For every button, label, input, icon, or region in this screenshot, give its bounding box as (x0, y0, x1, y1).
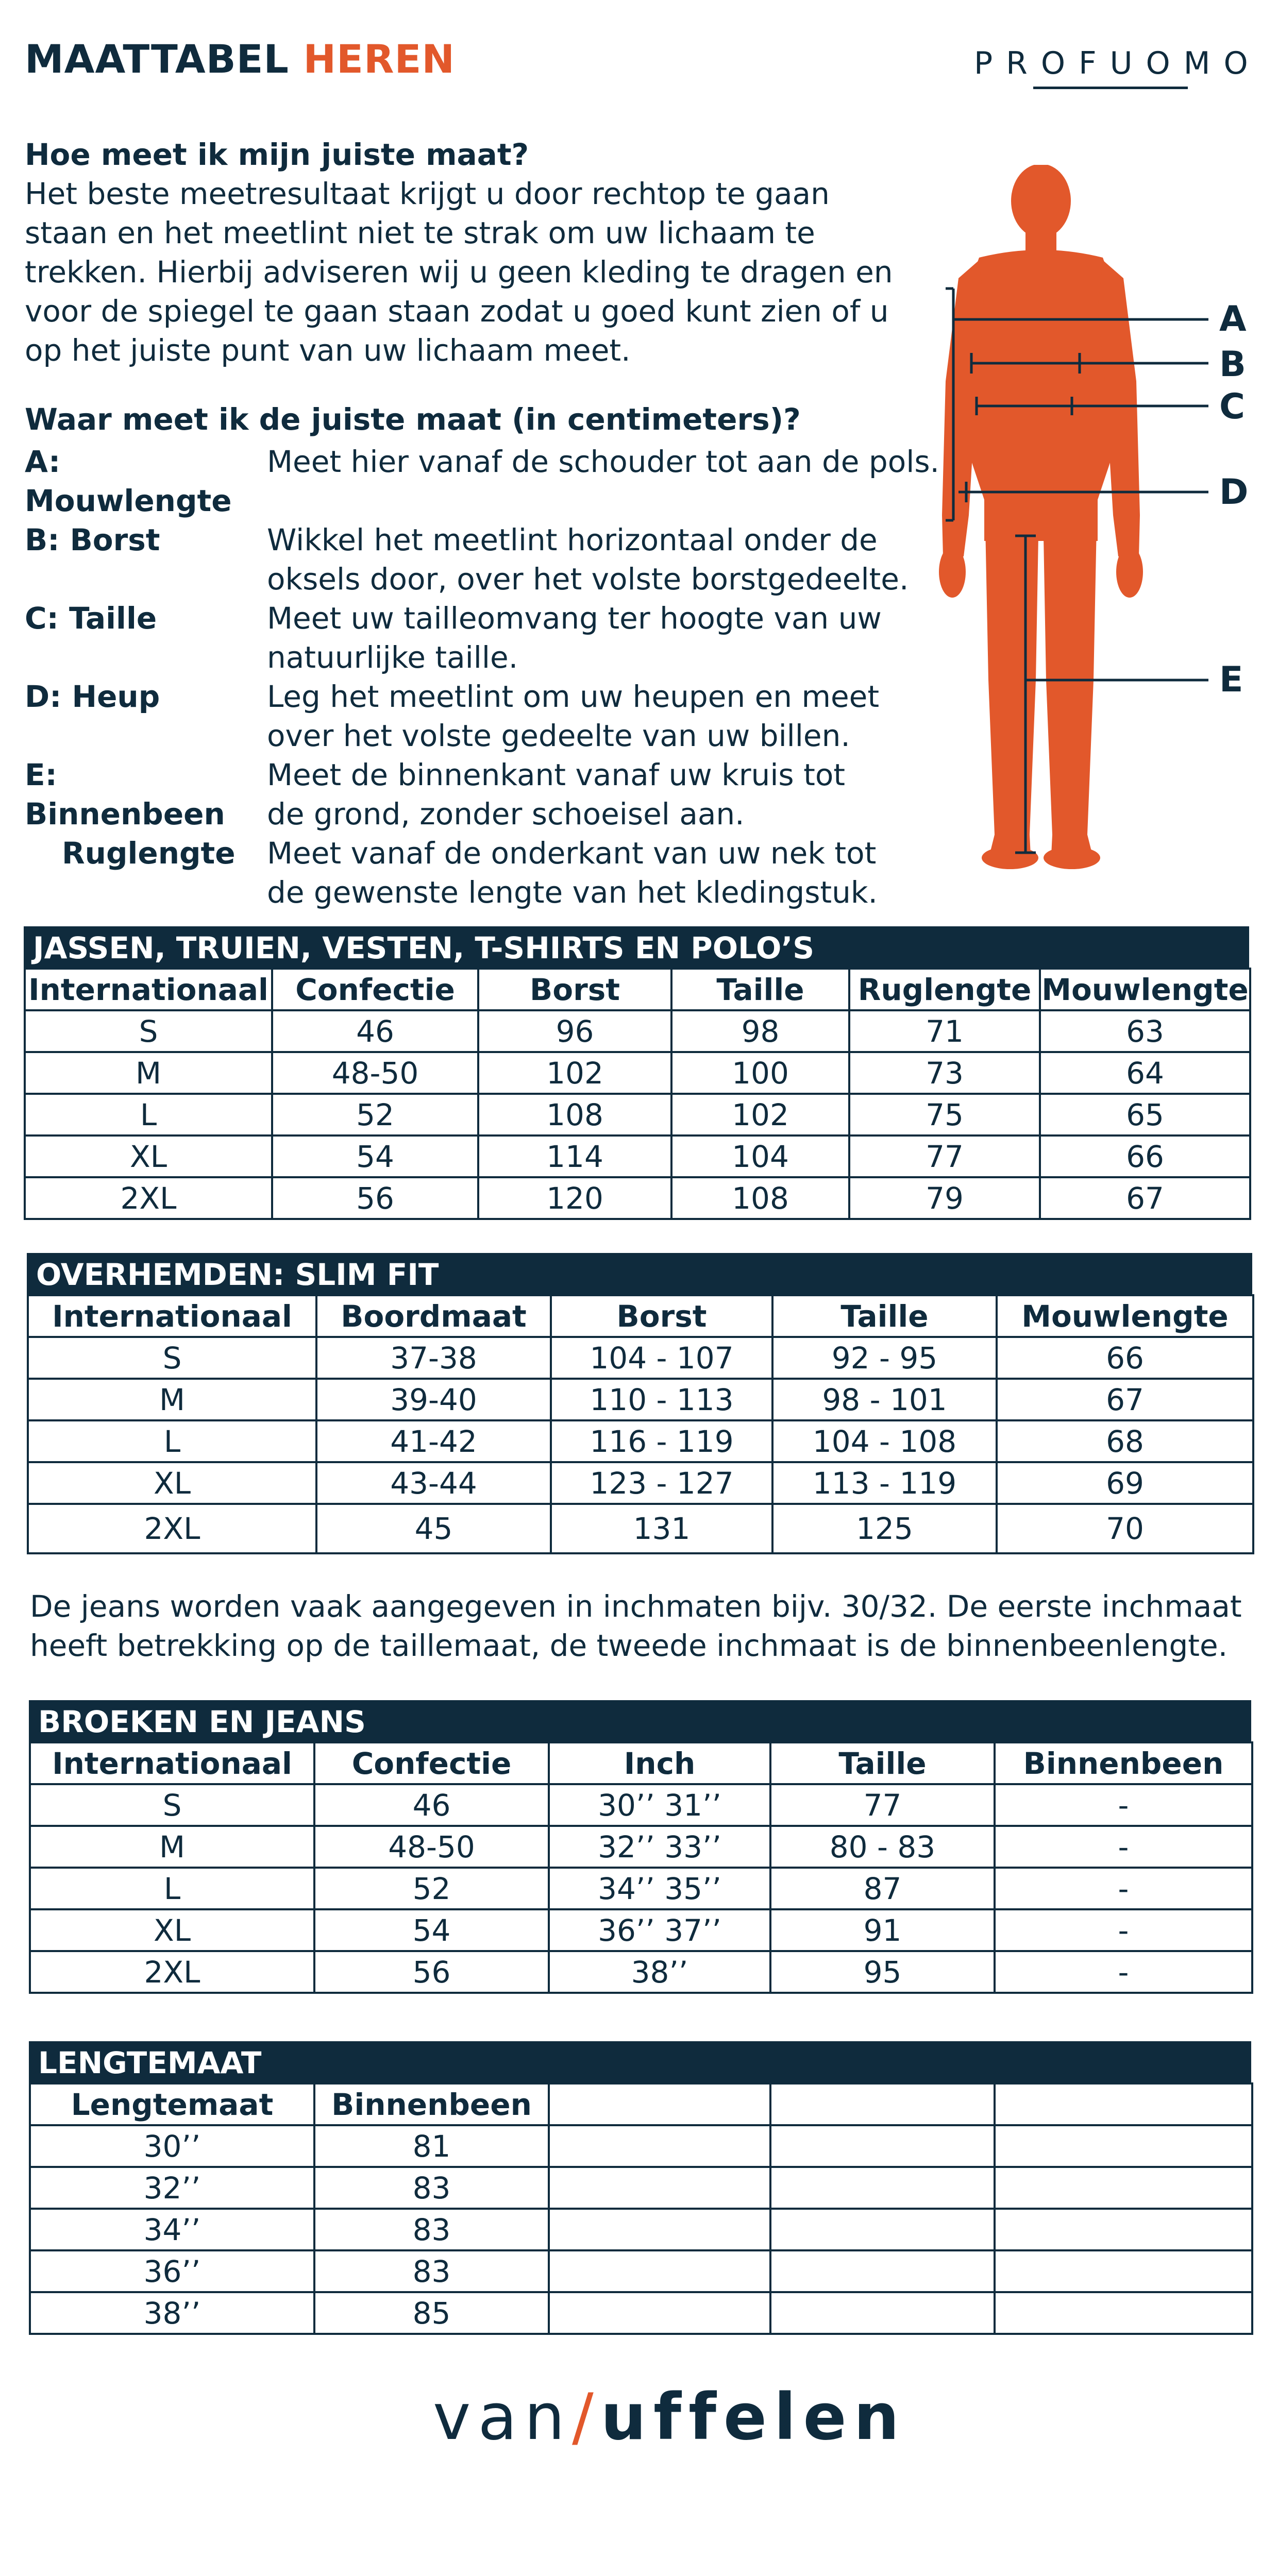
table-header-row (28, 1295, 1253, 1337)
table-cell: 73 (849, 1052, 1040, 1094)
table-cell: 102 (478, 1052, 671, 1094)
table-cell: 123 - 127 (551, 1462, 772, 1504)
label-e: E (1219, 659, 1243, 700)
table-cell: 67 (997, 1379, 1253, 1420)
table-cell: 80 - 83 (770, 1826, 995, 1868)
table-cell: 63 (1040, 1010, 1250, 1052)
table-cell: 75 (849, 1094, 1040, 1136)
table-cell: 56 (272, 1177, 478, 1219)
table-cell: - (995, 1951, 1252, 1993)
table-cell: 68 (997, 1420, 1253, 1462)
table-row (30, 1826, 1252, 1868)
table-cell: 41-42 (316, 1420, 551, 1462)
logo-underline (1033, 87, 1188, 89)
intro-section (25, 135, 932, 370)
label-c: C (1219, 386, 1245, 427)
definition-row (25, 834, 952, 912)
table-cell: 104 - 107 (551, 1337, 772, 1379)
column-header: Binnenbeen (314, 2083, 549, 2125)
table-cell: 38’’ (30, 2292, 314, 2334)
page-title (25, 36, 455, 82)
table-cell (770, 2167, 995, 2209)
table-row (30, 2167, 1252, 2209)
table-cell (995, 2292, 1252, 2334)
table-cell: - (995, 1784, 1252, 1826)
table-cell (549, 2292, 770, 2334)
table-row (30, 2292, 1252, 2334)
table-row (25, 1052, 1250, 1094)
column-header (770, 2083, 995, 2125)
table-cell: M (25, 1052, 272, 1094)
column-header: Inch (549, 1742, 770, 1784)
table-cell: 104 (671, 1136, 849, 1177)
size-table (29, 2082, 1253, 2335)
title-main: MAATTABEL (25, 36, 289, 82)
column-header: Taille (770, 1742, 995, 1784)
table-header-row (30, 2083, 1252, 2125)
table-cell: 95 (770, 1951, 995, 1993)
table-cell (549, 2167, 770, 2209)
table-row (25, 1177, 1250, 1219)
table-cell: 85 (314, 2292, 549, 2334)
definition-text: Meet uw tailleomvang ter hoogte van uw natuurlijke taille. (267, 601, 882, 675)
column-header: Lengtemaat (30, 2083, 314, 2125)
table-cell (995, 2250, 1252, 2292)
table-row (30, 1951, 1252, 1993)
table-cell: 46 (314, 1784, 549, 1826)
table-cell: XL (25, 1136, 272, 1177)
table-cell: 67 (1040, 1177, 1250, 1219)
table-cell: 83 (314, 2250, 549, 2292)
table-cell: 87 (770, 1868, 995, 1909)
column-header: Ruglengte (849, 969, 1040, 1010)
table-row (25, 1136, 1250, 1177)
table-cell: 64 (1040, 1052, 1250, 1094)
table-row (28, 1462, 1253, 1504)
table-title: LENGTEMAAT (29, 2041, 1251, 2082)
table-cell (995, 2125, 1252, 2167)
table-cell: 114 (478, 1136, 671, 1177)
table-cell: 108 (671, 1177, 849, 1219)
table-cell: 36’’ (30, 2250, 314, 2292)
column-header: Internationaal (28, 1295, 316, 1337)
table-row (30, 1784, 1252, 1826)
table-cell: 77 (770, 1784, 995, 1826)
table-cell: 79 (849, 1177, 1040, 1219)
table-cell: - (995, 1868, 1252, 1909)
table-cell: 2XL (28, 1504, 316, 1553)
definition-text: Meet vanaf de onderkant van uw nek tot de gewenste lengte van het kledingstuk. (267, 836, 878, 910)
table-row (30, 1868, 1252, 1909)
table-cell: 2XL (25, 1177, 272, 1219)
table-cell: 100 (671, 1052, 849, 1094)
van-uffelen-logo (433, 2380, 906, 2454)
table-cell: 52 (314, 1868, 549, 1909)
definition-text: Leg het meetlint om uw heupen en meet over het volste gedeelte van uw billen. (267, 679, 880, 753)
table-cell (549, 2125, 770, 2167)
definition-row (25, 755, 952, 834)
table-jassen (24, 926, 1249, 1220)
table-cell (549, 2250, 770, 2292)
table-cell: 2XL (30, 1951, 314, 1993)
logo-slash: / (571, 2380, 601, 2454)
table-cell: 34’’ 35’’ (549, 1868, 770, 1909)
table-row (28, 1379, 1253, 1420)
table-cell: 110 - 113 (551, 1379, 772, 1420)
table-cell: L (30, 1868, 314, 1909)
table-cell: 71 (849, 1010, 1040, 1052)
table-title: JASSEN, TRUIEN, VESTEN, T-SHIRTS EN POLO’S (24, 926, 1249, 968)
table-cell: 91 (770, 1909, 995, 1951)
table-cell: S (25, 1010, 272, 1052)
table-header-row (25, 969, 1250, 1010)
table-cell: 37-38 (316, 1337, 551, 1379)
table-cell: - (995, 1826, 1252, 1868)
table-cell: 77 (849, 1136, 1040, 1177)
table-title: BROEKEN EN JEANS (29, 1700, 1251, 1741)
table-cell (995, 2167, 1252, 2209)
column-header: Borst (478, 969, 671, 1010)
table-cell: 92 - 95 (772, 1337, 997, 1379)
label-b: B (1219, 344, 1246, 385)
measure-heading: Waar meet ik de juiste maat (in centimeters)? (25, 402, 801, 437)
definition-key: B: Borst (25, 522, 160, 557)
table-row (30, 1909, 1252, 1951)
size-table (29, 1741, 1253, 1994)
table-cell: 56 (314, 1951, 549, 1993)
table-cell: M (30, 1826, 314, 1868)
table-cell: L (25, 1094, 272, 1136)
table-cell: 125 (772, 1504, 997, 1553)
column-header (995, 2083, 1252, 2125)
label-a: A (1219, 299, 1247, 340)
table-cell: 45 (316, 1504, 551, 1553)
table-row (28, 1504, 1253, 1553)
column-header: Confectie (314, 1742, 549, 1784)
table-cell: 52 (272, 1094, 478, 1136)
definition-text: Meet hier vanaf de schouder tot aan de pols. (267, 444, 939, 479)
column-header: Binnenbeen (995, 1742, 1252, 1784)
table-row (28, 1337, 1253, 1379)
table-cell: 96 (478, 1010, 671, 1052)
definition-row (25, 442, 952, 520)
table-cell: 54 (272, 1136, 478, 1177)
column-header: Mouwlengte (997, 1295, 1253, 1337)
table-broeken (29, 1700, 1251, 1994)
definition-text: Wikkel het meetlint horizontaal onder de oksels door, over het volste borstgedeelte. (267, 522, 909, 597)
table-cell: 131 (551, 1504, 772, 1553)
definition-key: Ruglengte (62, 836, 236, 871)
table-cell: 65 (1040, 1094, 1250, 1136)
table-header-row (30, 1742, 1252, 1784)
column-header: Confectie (272, 969, 478, 1010)
table-cell: - (995, 1909, 1252, 1951)
title-accent: HEREN (303, 36, 456, 82)
logo-part-van: van (433, 2380, 572, 2454)
table-cell: 32’’ 33’’ (549, 1826, 770, 1868)
column-header: Boordmaat (316, 1295, 551, 1337)
table-cell (770, 2125, 995, 2167)
size-table (27, 1294, 1254, 1554)
table-row (25, 1094, 1250, 1136)
table-cell: 46 (272, 1010, 478, 1052)
table-cell: 66 (1040, 1136, 1250, 1177)
size-table (24, 968, 1251, 1220)
definition-text: Meet de binnenkant vanaf uw kruis tot de grond, zonder schoeisel aan. (267, 757, 846, 832)
table-cell: 104 - 108 (772, 1420, 997, 1462)
intro-text: Het beste meetresultaat krijgt u door rechtop te gaan staan en het meetlint niet te strak om uw lichaam te trekken. Hierbij adviseren wij u geen kleding te dragen en voor de spiegel te gaan staan zodat u goed kunt zien of u op het juiste punt van uw lichaam meet. (25, 176, 893, 368)
table-row (25, 1010, 1250, 1052)
table-cell: 34’’ (30, 2209, 314, 2250)
table-cell: 81 (314, 2125, 549, 2167)
column-header: Taille (772, 1295, 997, 1337)
measure-definitions (25, 442, 952, 912)
table-cell: 36’’ 37’’ (549, 1909, 770, 1951)
label-d: D (1219, 472, 1249, 513)
logo-part-uffelen: uffelen (600, 2380, 906, 2454)
table-cell: 113 - 119 (772, 1462, 997, 1504)
table-cell: 38’’ (549, 1951, 770, 1993)
table-cell: 30’’ (30, 2125, 314, 2167)
table-cell: 98 (671, 1010, 849, 1052)
table-cell: 30’’ 31’’ (549, 1784, 770, 1826)
column-header: Taille (671, 969, 849, 1010)
table-cell: 70 (997, 1504, 1253, 1553)
definition-key: C: Taille (25, 601, 157, 636)
column-header (549, 2083, 770, 2125)
table-cell: 39-40 (316, 1379, 551, 1420)
body-measurement-figure (928, 165, 1257, 876)
column-header: Internationaal (30, 1742, 314, 1784)
table-cell: XL (30, 1909, 314, 1951)
body-silhouette-icon (928, 165, 1257, 876)
table-row (28, 1420, 1253, 1462)
table-cell: 69 (997, 1462, 1253, 1504)
table-cell: S (30, 1784, 314, 1826)
table-cell: M (28, 1379, 316, 1420)
table-cell (770, 2292, 995, 2334)
table-cell: 48-50 (272, 1052, 478, 1094)
table-cell (770, 2250, 995, 2292)
body-silhouette (939, 165, 1143, 869)
column-header: Borst (551, 1295, 772, 1337)
table-cell: 32’’ (30, 2167, 314, 2209)
table-overhemden (27, 1253, 1252, 1554)
definition-key: E: Binnenbeen (25, 757, 225, 832)
table-row (30, 2250, 1252, 2292)
table-lengtemaat (29, 2041, 1251, 2335)
table-cell: L (28, 1420, 316, 1462)
table-cell: 66 (997, 1337, 1253, 1379)
table-cell: 98 - 101 (772, 1379, 997, 1420)
table-cell: 43-44 (316, 1462, 551, 1504)
table-cell: 48-50 (314, 1826, 549, 1868)
table-cell: 120 (478, 1177, 671, 1219)
definition-key: D: Heup (25, 679, 160, 714)
table-cell: XL (28, 1462, 316, 1504)
table-row (30, 2125, 1252, 2167)
table-cell: 83 (314, 2167, 549, 2209)
column-header: Internationaal (25, 969, 272, 1010)
intro-heading: Hoe meet ik mijn juiste maat? (25, 137, 529, 172)
table-cell: 54 (314, 1909, 549, 1951)
table-row (30, 2209, 1252, 2250)
definition-row (25, 599, 952, 677)
table-cell: 116 - 119 (551, 1420, 772, 1462)
profuomo-logo: PROFUOMO (974, 45, 1262, 81)
table-cell (995, 2209, 1252, 2250)
definition-row (25, 677, 952, 755)
table-title: OVERHEMDEN: SLIM FIT (27, 1253, 1252, 1294)
definition-key: A: Mouwlengte (25, 444, 232, 518)
table-cell: 108 (478, 1094, 671, 1136)
column-header: Mouwlengte (1040, 969, 1250, 1010)
table-cell (549, 2209, 770, 2250)
table-cell: S (28, 1337, 316, 1379)
table-cell: 102 (671, 1094, 849, 1136)
definition-row (25, 520, 952, 599)
table-cell: 83 (314, 2209, 549, 2250)
table-cell (770, 2209, 995, 2250)
jeans-note: De jeans worden vaak aangegeven in inchmaten bijv. 30/32. De eerste inchmaat heeft betrekking op de taillemaat, de tweede inchmaat is de binnenbeenlengte. (30, 1589, 1242, 1663)
